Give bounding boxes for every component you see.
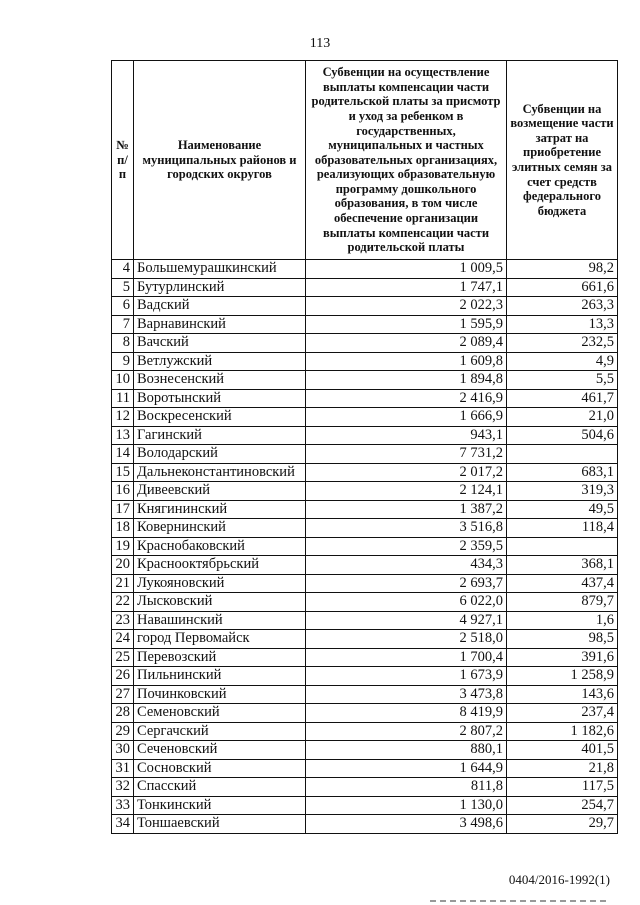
row-number: 27 — [112, 685, 134, 704]
table-row — [112, 722, 618, 741]
elite-seeds-value: 4,9 — [507, 352, 618, 371]
compensation-value: 1 009,5 — [306, 260, 507, 279]
compensation-value: 2 089,4 — [306, 334, 507, 353]
elite-seeds-value: 319,3 — [507, 482, 618, 501]
district-name: Гагинский — [134, 426, 306, 445]
elite-seeds-value: 879,7 — [507, 593, 618, 612]
row-number: 22 — [112, 593, 134, 612]
table-row — [112, 796, 618, 815]
compensation-value: 1 700,4 — [306, 648, 507, 667]
row-number: 26 — [112, 667, 134, 686]
bottom-rule — [430, 900, 610, 902]
compensation-value: 7 731,2 — [306, 445, 507, 464]
compensation-value: 434,3 — [306, 556, 507, 575]
table-row — [112, 574, 618, 593]
compensation-value: 1 609,8 — [306, 352, 507, 371]
compensation-value: 2 518,0 — [306, 630, 507, 649]
district-name: Воскресенский — [134, 408, 306, 427]
table-row — [112, 445, 618, 464]
district-name: Большемурашкинский — [134, 260, 306, 279]
compensation-value: 1 666,9 — [306, 408, 507, 427]
table-row — [112, 278, 618, 297]
table-row — [112, 648, 618, 667]
compensation-value: 4 927,1 — [306, 611, 507, 630]
row-number: 32 — [112, 778, 134, 797]
compensation-value: 943,1 — [306, 426, 507, 445]
elite-seeds-value: 401,5 — [507, 741, 618, 760]
elite-seeds-value: 118,4 — [507, 519, 618, 538]
row-number: 29 — [112, 722, 134, 741]
elite-seeds-value: 368,1 — [507, 556, 618, 575]
district-name: Варнавинский — [134, 315, 306, 334]
table-row — [112, 500, 618, 519]
district-name: Дивеевский — [134, 482, 306, 501]
district-name: Спасский — [134, 778, 306, 797]
district-name: Ковернинский — [134, 519, 306, 538]
row-number: 34 — [112, 815, 134, 834]
elite-seeds-value: 254,7 — [507, 796, 618, 815]
table-row — [112, 389, 618, 408]
district-name: Лукояновский — [134, 574, 306, 593]
compensation-value: 2 693,7 — [306, 574, 507, 593]
row-number: 8 — [112, 334, 134, 353]
table-row — [112, 463, 618, 482]
elite-seeds-value: 683,1 — [507, 463, 618, 482]
document-code: 0404/2016-1992(1) — [508, 872, 610, 887]
row-number: 13 — [112, 426, 134, 445]
elite-seeds-value: 1 182,6 — [507, 722, 618, 741]
elite-seeds-value: 21,0 — [507, 408, 618, 427]
table-row — [112, 759, 618, 778]
district-name: Дальнеконстантиновский — [134, 463, 306, 482]
district-name: Вознесенский — [134, 371, 306, 390]
elite-seeds-value: 437,4 — [507, 574, 618, 593]
elite-seeds-value: 1,6 — [507, 611, 618, 630]
district-name: Сосновский — [134, 759, 306, 778]
table-row — [112, 667, 618, 686]
row-number: 20 — [112, 556, 134, 575]
table-row — [112, 334, 618, 353]
header-compensation: Субвенции на осуществление выплаты компенсации части родительской платы за присмотр и уход за ребенком в государственных, муниципальных и частных образовательных организациях, реализующих образовательную программу дошкольного образования, в том числе обеспечение организации выплаты компенсации части родительской платы — [306, 61, 507, 260]
district-name: Краснооктябрьский — [134, 556, 306, 575]
table-row — [112, 537, 618, 556]
district-name: Вачский — [134, 334, 306, 353]
elite-seeds-value: 29,7 — [507, 815, 618, 834]
compensation-value: 2 807,2 — [306, 722, 507, 741]
row-number: 18 — [112, 519, 134, 538]
compensation-value: 3 516,8 — [306, 519, 507, 538]
compensation-value: 2 359,5 — [306, 537, 507, 556]
row-number: 24 — [112, 630, 134, 649]
table-row — [112, 778, 618, 797]
compensation-value: 1 387,2 — [306, 500, 507, 519]
table-row — [112, 315, 618, 334]
elite-seeds-value: 661,6 — [507, 278, 618, 297]
elite-seeds-value: 49,5 — [507, 500, 618, 519]
district-name: Княгининский — [134, 500, 306, 519]
elite-seeds-value: 21,8 — [507, 759, 618, 778]
table-row — [112, 426, 618, 445]
header-elite-seeds: Субвенции на возмещение части затрат на приобретение элитных семян за счет средств федерального бюджета — [507, 61, 618, 260]
row-number: 15 — [112, 463, 134, 482]
district-name: Семеновский — [134, 704, 306, 723]
compensation-value: 3 473,8 — [306, 685, 507, 704]
table-row — [112, 297, 618, 316]
district-name: Тонкинский — [134, 796, 306, 815]
compensation-value: 2 124,1 — [306, 482, 507, 501]
table-row — [112, 593, 618, 612]
table-row — [112, 611, 618, 630]
table-row — [112, 482, 618, 501]
row-number: 7 — [112, 315, 134, 334]
compensation-value: 1 747,1 — [306, 278, 507, 297]
row-number: 19 — [112, 537, 134, 556]
compensation-value: 880,1 — [306, 741, 507, 760]
elite-seeds-value: 13,3 — [507, 315, 618, 334]
row-number: 11 — [112, 389, 134, 408]
district-name: Сеченовский — [134, 741, 306, 760]
district-name: Пильнинский — [134, 667, 306, 686]
table-row — [112, 352, 618, 371]
table-row — [112, 519, 618, 538]
district-name: Вадский — [134, 297, 306, 316]
row-number: 12 — [112, 408, 134, 427]
row-number: 5 — [112, 278, 134, 297]
compensation-value: 1 894,8 — [306, 371, 507, 390]
table-row — [112, 685, 618, 704]
elite-seeds-value: 98,5 — [507, 630, 618, 649]
table-row — [112, 408, 618, 427]
compensation-value: 811,8 — [306, 778, 507, 797]
page-number: 113 — [309, 36, 331, 51]
row-number: 4 — [112, 260, 134, 279]
elite-seeds-value: 391,6 — [507, 648, 618, 667]
row-number: 17 — [112, 500, 134, 519]
row-number: 28 — [112, 704, 134, 723]
compensation-value: 2 416,9 — [306, 389, 507, 408]
header-number: № п/п — [112, 61, 134, 260]
row-number: 21 — [112, 574, 134, 593]
elite-seeds-value: 117,5 — [507, 778, 618, 797]
elite-seeds-value — [507, 537, 618, 556]
table-row — [112, 371, 618, 390]
row-number: 31 — [112, 759, 134, 778]
district-name: Ветлужский — [134, 352, 306, 371]
elite-seeds-value — [507, 445, 618, 464]
table-row — [112, 741, 618, 760]
row-number: 23 — [112, 611, 134, 630]
row-number: 9 — [112, 352, 134, 371]
district-name: Перевозский — [134, 648, 306, 667]
elite-seeds-value: 143,6 — [507, 685, 618, 704]
compensation-value: 3 498,6 — [306, 815, 507, 834]
compensation-value: 6 022,0 — [306, 593, 507, 612]
district-name: Лысковский — [134, 593, 306, 612]
table-row — [112, 704, 618, 723]
district-name: Тоншаевский — [134, 815, 306, 834]
district-name: город Первомайск — [134, 630, 306, 649]
table-row — [112, 815, 618, 834]
district-name: Краснобаковский — [134, 537, 306, 556]
row-number: 25 — [112, 648, 134, 667]
compensation-value: 8 419,9 — [306, 704, 507, 723]
compensation-value: 1 673,9 — [306, 667, 507, 686]
row-number: 14 — [112, 445, 134, 464]
elite-seeds-value: 98,2 — [507, 260, 618, 279]
row-number: 33 — [112, 796, 134, 815]
row-number: 30 — [112, 741, 134, 760]
table-row — [112, 630, 618, 649]
district-name: Воротынский — [134, 389, 306, 408]
compensation-value: 2 017,2 — [306, 463, 507, 482]
header-name: Наименование муниципальных районов и городских округов — [134, 61, 306, 260]
elite-seeds-value: 237,4 — [507, 704, 618, 723]
elite-seeds-value: 461,7 — [507, 389, 618, 408]
row-number: 6 — [112, 297, 134, 316]
elite-seeds-value: 5,5 — [507, 371, 618, 390]
elite-seeds-value: 232,5 — [507, 334, 618, 353]
elite-seeds-value: 1 258,9 — [507, 667, 618, 686]
table-row — [112, 260, 618, 279]
table-row — [112, 556, 618, 575]
district-name: Бутурлинский — [134, 278, 306, 297]
elite-seeds-value: 504,6 — [507, 426, 618, 445]
district-name: Починковский — [134, 685, 306, 704]
row-number: 16 — [112, 482, 134, 501]
table-body — [112, 260, 618, 834]
compensation-value: 1 644,9 — [306, 759, 507, 778]
compensation-value: 1 595,9 — [306, 315, 507, 334]
row-number: 10 — [112, 371, 134, 390]
district-name: Навашинский — [134, 611, 306, 630]
compensation-value: 2 022,3 — [306, 297, 507, 316]
district-name: Сергачский — [134, 722, 306, 741]
subsidy-table — [111, 60, 618, 834]
compensation-value: 1 130,0 — [306, 796, 507, 815]
district-name: Володарский — [134, 445, 306, 464]
elite-seeds-value: 263,3 — [507, 297, 618, 316]
